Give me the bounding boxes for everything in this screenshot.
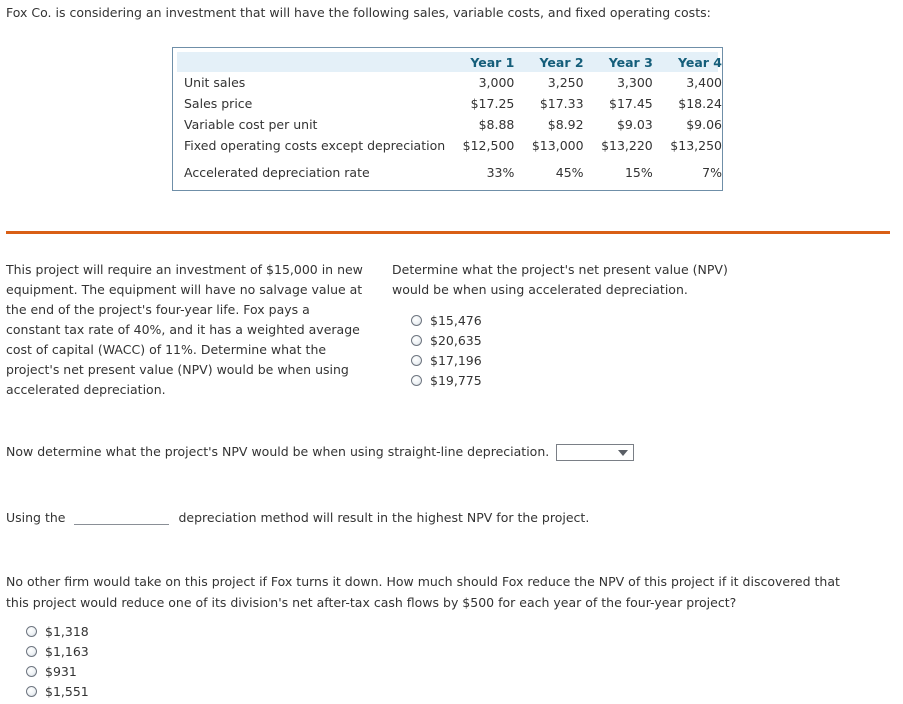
option-label[interactable]: $19,775 [430, 372, 482, 388]
radio-button[interactable] [411, 355, 422, 366]
cell: 45% [555, 165, 584, 180]
option-label[interactable]: $20,635 [430, 332, 482, 348]
question-1-text: Determine what the project's net present value (NPV) would be when using accelerated depreciation. [392, 262, 728, 297]
cell: $9.03 [616, 117, 653, 132]
cell: $8.92 [547, 117, 584, 132]
cell: 3,300 [616, 75, 653, 90]
cash-flow-table-box [172, 47, 723, 191]
cell: 3,400 [686, 75, 722, 90]
radio-button[interactable] [26, 686, 37, 697]
table-header-row [177, 52, 722, 72]
answer-option[interactable] [26, 621, 89, 641]
cell: 3,000 [478, 75, 515, 90]
intro-text: Fox Co. is considering an investment that will have the following sales, variable costs, and fixed operating costs: [6, 5, 711, 20]
option-label[interactable]: $1,551 [45, 683, 89, 699]
answer-option[interactable] [411, 350, 482, 370]
radio-button[interactable] [411, 335, 422, 346]
option-label[interactable]: $15,476 [430, 312, 482, 328]
row-label: Fixed operating costs except depreciation [184, 138, 446, 153]
cell: $12,500 [462, 138, 515, 153]
radio-button[interactable] [411, 375, 422, 386]
cell: $13,250 [670, 138, 722, 153]
cell: $9.06 [686, 117, 722, 132]
header-year-3: Year 3 [608, 54, 653, 70]
straight-line-npv-dropdown[interactable] [556, 444, 634, 461]
cell: $18.24 [678, 96, 722, 111]
depreciation-method-blank[interactable] [74, 510, 169, 525]
project-description: This project will require an investment of $15,000 in new equipment. The equipment will have no salvage value at the end of the project's four-year life. Fox pays a constant tax rate of 40%, and it has a weighted average cost of capital (WACC) of 11%. Determine what the project's net present value (NPV) would be when using accelerated depreciation. [6, 262, 363, 397]
answer-option[interactable] [26, 641, 89, 661]
table-row-depreciation [177, 162, 722, 183]
cell: 33% [486, 165, 515, 180]
question-3-options [26, 621, 89, 701]
question-3-text: No other firm would take on this project if Fox turns it down. How much should Fox reduce the NPV of this project if it discovered that this project would reduce one of its division's net after-tax cash flows by $500 for each year of the four-year project? [6, 574, 840, 610]
answer-option[interactable] [411, 330, 482, 350]
cell: 3,250 [547, 75, 584, 90]
row-label: Unit sales [184, 75, 246, 90]
option-label[interactable]: $1,318 [45, 623, 89, 639]
table-row [177, 93, 722, 114]
answer-option[interactable] [26, 661, 89, 681]
cell: $8.88 [478, 117, 515, 132]
chevron-down-icon[interactable] [618, 450, 628, 456]
answer-option[interactable] [411, 310, 482, 330]
question-2 [6, 444, 634, 461]
question-using [6, 510, 589, 525]
cell: $17.33 [539, 96, 584, 111]
table-row [177, 135, 722, 156]
cell: $17.25 [470, 96, 515, 111]
answer-option[interactable] [411, 370, 482, 390]
row-label: Variable cost per unit [184, 117, 318, 132]
cell: 15% [624, 165, 653, 180]
answer-option[interactable] [26, 681, 89, 701]
row-label: Sales price [184, 96, 253, 111]
table-row [177, 114, 722, 135]
cell: $13,000 [531, 138, 584, 153]
header-year-1: Year 1 [470, 54, 515, 70]
cell: $13,220 [601, 138, 653, 153]
option-label[interactable]: $17,196 [430, 352, 482, 368]
question-1-options [411, 310, 482, 390]
using-prefix: Using the [6, 510, 66, 525]
question-2-text: Now determine what the project's NPV would be when using straight-line depreciation. [6, 444, 550, 459]
radio-button[interactable] [26, 646, 37, 657]
section-divider [6, 231, 890, 234]
radio-button[interactable] [411, 315, 422, 326]
header-year-2: Year 2 [539, 54, 584, 70]
table-row [177, 72, 722, 93]
cell: $17.45 [609, 96, 653, 111]
radio-button[interactable] [26, 666, 37, 677]
header-year-4: Year 4 [677, 54, 722, 70]
option-label[interactable]: $931 [45, 663, 77, 679]
using-suffix: depreciation method will result in the highest NPV for the project. [178, 510, 590, 525]
row-label: Accelerated depreciation rate [184, 165, 370, 180]
cash-flow-table [177, 52, 722, 183]
cell: 7% [702, 165, 722, 180]
option-label[interactable]: $1,163 [45, 643, 89, 659]
radio-button[interactable] [26, 626, 37, 637]
